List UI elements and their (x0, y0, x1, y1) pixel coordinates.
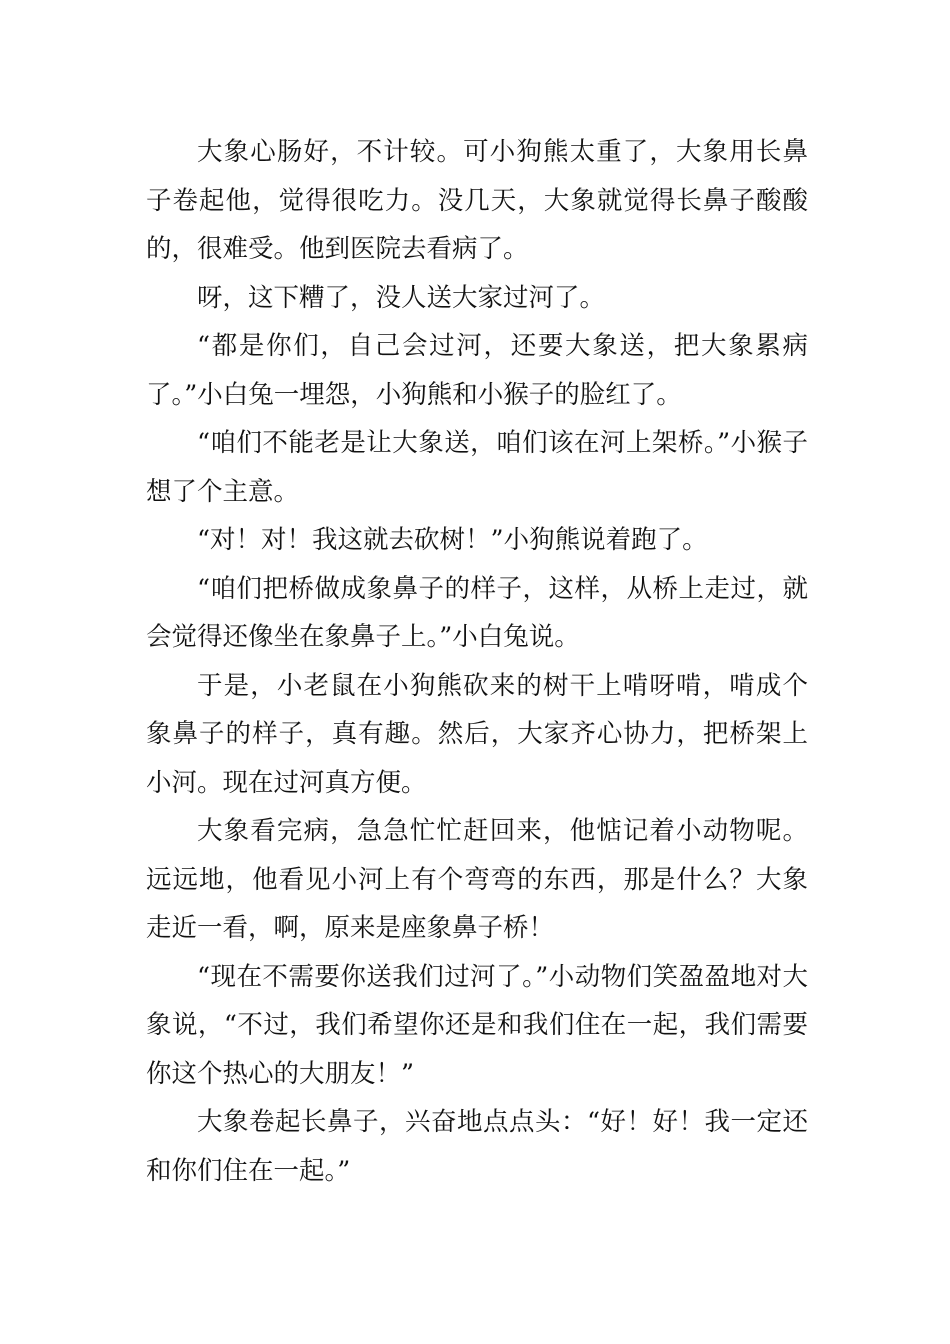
paragraph-9: “现在不需要你送我们过河了。”小动物们笑盈盈地对大象说，“不过，我们希望你还是和我们住在一起，我们需要你这个热心的大朋友！” (146, 961, 808, 1089)
paragraph-6: “咱们把桥做成象鼻子的样子，这样，从桥上走过，就会觉得还像坐在象鼻子上。”小白兔说。 (146, 573, 808, 652)
paragraph-5: “对！对！我这就去砍树！”小狗熊说着跑了。 (197, 525, 708, 555)
paragraph-1: 大象心肠好，不计较。可小狗熊太重了，大象用长鼻子卷起他，觉得很吃力。没几天，大象就觉得长鼻子酸酸的，很难受。他到医院去看病了。 (146, 137, 808, 264)
paragraph-8: 大象看完病，急急忙忙赶回来，他惦记着小动物呢。远远地，他看见小河上有个弯弯的东西，那是什么？大象走近一看，啊，原来是座象鼻子桥！ (146, 816, 808, 943)
paragraph-4: “咱们不能老是让大象送，咱们该在河上架桥。”小猴子想了个主意。 (146, 428, 808, 507)
paragraph-7: 于是，小老鼠在小狗熊砍来的树干上啃呀啃，啃成个象鼻子的样子，真有趣。然后，大家齐心协力，把桥架上小河。现在过河真方便。 (146, 670, 808, 798)
document-page (146, 128, 808, 1195)
paragraph-3: “都是你们，自己会过河，还要大象送，把大象累病了。”小白兔一埋怨，小狗熊和小猴子的脸红了。 (146, 331, 808, 410)
paragraph-10: 大象卷起长鼻子，兴奋地点点头：“好！好！我一定还和你们住在一起。” (146, 1107, 808, 1186)
paragraph-2: 呀，这下糟了，没人送大家过河了。 (197, 282, 606, 313)
